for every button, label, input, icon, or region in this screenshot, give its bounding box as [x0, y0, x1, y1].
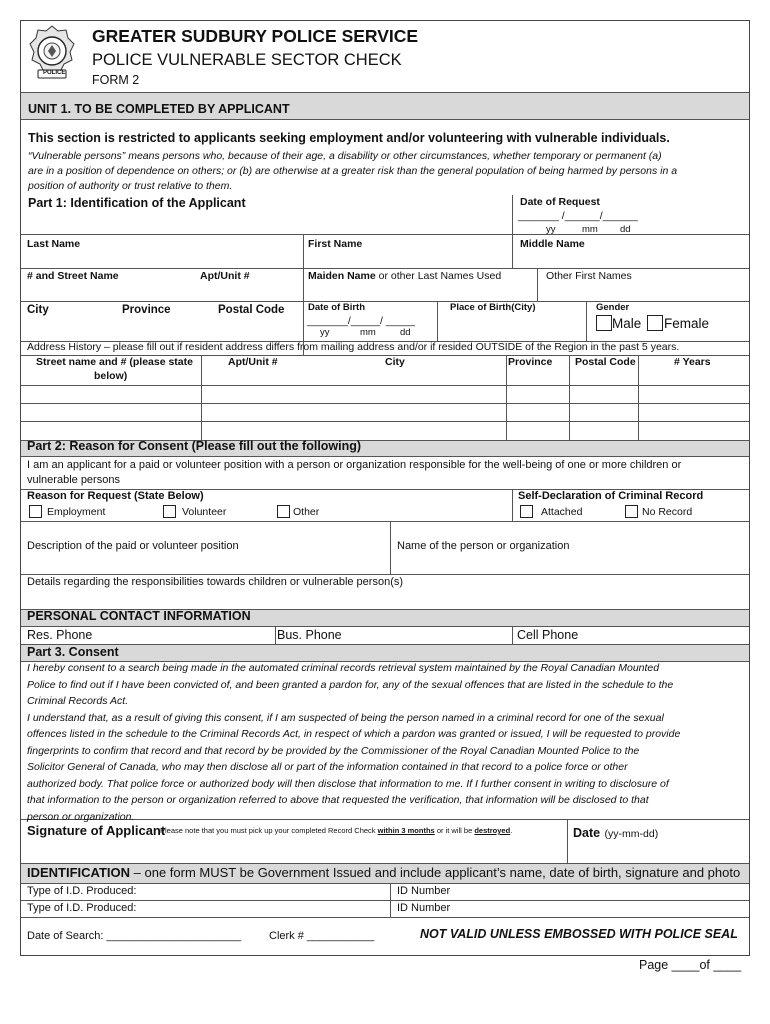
- col-postal: Postal Code: [575, 356, 636, 368]
- address-history-note: Address History – please fill out if resident address differs from mailing address and/or if resided OUTSIDE of the Region in the past 5 years.: [27, 341, 680, 353]
- definition-line-3: position of authority or trust relative to them.: [28, 180, 233, 192]
- form-number: FORM 2: [92, 73, 140, 87]
- other-checkbox[interactable]: [277, 505, 290, 518]
- id-type-1[interactable]: Type of I.D. Produced:: [27, 885, 137, 897]
- page-number: Page ____of ____: [639, 958, 742, 972]
- male-checkbox[interactable]: [596, 315, 612, 331]
- position-description-label[interactable]: Description of the paid or volunteer position: [27, 540, 239, 552]
- id-number-1[interactable]: ID Number: [397, 885, 451, 897]
- col-street-2: below): [94, 370, 128, 382]
- dob-hint-dd: dd: [400, 327, 411, 338]
- restriction-text: This section is restricted to applicants seeking employment and/or volunteering with vulnerable individuals.: [28, 131, 670, 145]
- part2-heading: Part 2: Reason for Consent (Please fill out the following): [27, 439, 362, 453]
- male-label: Male: [612, 316, 642, 331]
- col-street: Street name and # (please state: [36, 356, 193, 368]
- organization-name-label[interactable]: Name of the person or organization: [397, 540, 570, 552]
- first-name-label[interactable]: First Name: [308, 238, 363, 250]
- definition-line-1: “Vulnerable persons” means persons who, because of their age, a disability or other circumstances, whether temporary or permanent (a): [28, 150, 662, 162]
- maiden-name-label[interactable]: Maiden Name or other Last Names Used: [308, 270, 502, 282]
- signature-label[interactable]: Signature of Applicant: [27, 823, 166, 838]
- attached-checkbox[interactable]: [520, 505, 533, 518]
- id-type-2[interactable]: Type of I.D. Produced:: [27, 902, 137, 914]
- province-label[interactable]: Province: [122, 304, 171, 316]
- col-province: Province: [508, 356, 553, 368]
- responsibilities-label[interactable]: Details regarding the responsibilities towards children or vulnerable person(s): [27, 576, 404, 588]
- date-of-search[interactable]: Date of Search: ______________________: [27, 930, 242, 942]
- date-of-request-field[interactable]: _______ /______/______: [518, 210, 638, 222]
- clerk-number[interactable]: Clerk # ___________: [269, 930, 375, 942]
- gender-label: Gender: [596, 302, 630, 313]
- date-label[interactable]: Date (yy-mm-dd): [573, 826, 659, 840]
- logo-text: POLICE: [43, 70, 66, 76]
- volunteer-checkbox[interactable]: [163, 505, 176, 518]
- seal-notice: NOT VALID UNLESS EMBOSSED WITH POLICE SEAL: [420, 927, 738, 941]
- place-of-birth-label[interactable]: Place of Birth(City): [450, 302, 536, 313]
- consent-line: authorized body. That police force or authorized body will then disclose that information to me. If I further consent in writing to disclosure of: [27, 777, 669, 790]
- cell-phone-label[interactable]: Cell Phone: [517, 628, 579, 642]
- dob-hint-yy: yy: [320, 327, 330, 338]
- agency-title: GREATER SUDBURY POLICE SERVICE: [92, 26, 419, 46]
- consent-line: I hereby consent to a search being made in the automated criminal records retrieval system maintained by the Royal Canadian Mounted: [27, 662, 660, 674]
- signature-note: Please note that you must pick up your completed Record Check within 3 months or it will be destroyed.: [160, 826, 513, 835]
- date-of-request-label: Date of Request: [520, 196, 600, 208]
- consent-line: Solicitor General of Canada, who may then disclose all or part of the information contained in that record to a police force or other: [27, 761, 628, 773]
- other-first-names-label[interactable]: Other First Names: [546, 270, 632, 282]
- dob-label: Date of Birth: [308, 302, 365, 313]
- apt-label[interactable]: Apt/Unit #: [200, 270, 250, 282]
- dob-hint-mm: mm: [360, 327, 376, 338]
- col-city: City: [385, 356, 405, 368]
- city-label[interactable]: City: [27, 304, 49, 316]
- res-phone-label[interactable]: Res. Phone: [27, 628, 93, 642]
- date-hint-dd: dd: [620, 224, 631, 235]
- consent-line: person or organization.: [27, 810, 135, 823]
- form-title: POLICE VULNERABLE SECTOR CHECK: [92, 51, 402, 69]
- unit1-heading: UNIT 1. TO BE COMPLETED BY APPLICANT: [28, 102, 290, 116]
- middle-name-label[interactable]: Middle Name: [520, 238, 585, 250]
- dob-field[interactable]: _______/_____/ _____: [307, 315, 416, 327]
- self-declaration-heading: Self-Declaration of Criminal Record: [518, 490, 704, 502]
- postal-code-label[interactable]: Postal Code: [218, 304, 285, 316]
- consent-line: Police to find out if I have been convicted of, and been granted a pardon for, any of the sexual offences that are listed in the schedule to the: [27, 678, 674, 691]
- contact-heading: PERSONAL CONTACT INFORMATION: [27, 609, 251, 623]
- date-hint-yy: yy: [546, 224, 556, 235]
- bus-phone-label[interactable]: Bus. Phone: [277, 628, 342, 642]
- volunteer-label: Volunteer: [182, 506, 227, 518]
- reason-heading: Reason for Request (State Below): [27, 490, 204, 502]
- date-hint-mm: mm: [582, 224, 598, 235]
- definition-line-2: are in a position of dependence on others; or (b) are otherwise at a greater risk than the general population of being harmed by persons in a: [28, 165, 678, 177]
- col-years: # Years: [674, 356, 711, 368]
- last-name-label[interactable]: Last Name: [27, 238, 81, 250]
- part1-heading: Part 1: Identification of the Applicant: [28, 196, 246, 210]
- female-checkbox[interactable]: [647, 315, 663, 331]
- part2-statement-1: I am an applicant for a paid or volunteer position with a person or organization responsible for the well-being of one or more children or: [27, 459, 682, 471]
- street-label[interactable]: # and Street Name: [27, 270, 119, 282]
- attached-label: Attached: [541, 506, 583, 518]
- id-number-2[interactable]: ID Number: [397, 902, 451, 914]
- employment-checkbox[interactable]: [29, 505, 42, 518]
- no-record-checkbox[interactable]: [625, 505, 638, 518]
- consent-line: fingerprints to confirm that record and that record by be provided by the Commissioner of the Royal Canadian Mounted Police to the: [27, 744, 640, 757]
- employment-label: Employment: [47, 506, 106, 518]
- identification-heading: IDENTIFICATION – one form MUST be Government Issued and include applicant’s name, date of birth, signature and photo: [27, 865, 741, 880]
- consent-line: that information to the person or organization referred to above that requested the verification, that information will be disclosed to that: [27, 794, 649, 806]
- part3-heading: Part 3. Consent: [27, 645, 119, 659]
- consent-line: Criminal Records Act.: [27, 695, 129, 707]
- consent-line: offences listed in the schedule to the Criminal Records Act, in respect of which a pardon was granted or issued, I will be requested to provide: [27, 728, 681, 740]
- female-label: Female: [664, 316, 710, 331]
- part2-statement-2: vulnerable persons: [27, 474, 120, 486]
- no-record-label: No Record: [642, 506, 693, 518]
- other-label: Other: [293, 506, 320, 518]
- col-apt: Apt/Unit #: [228, 356, 278, 368]
- consent-line: I understand that, as a result of giving this consent, if I am suspected of being the person named in a criminal record for one of the sexual: [27, 711, 664, 724]
